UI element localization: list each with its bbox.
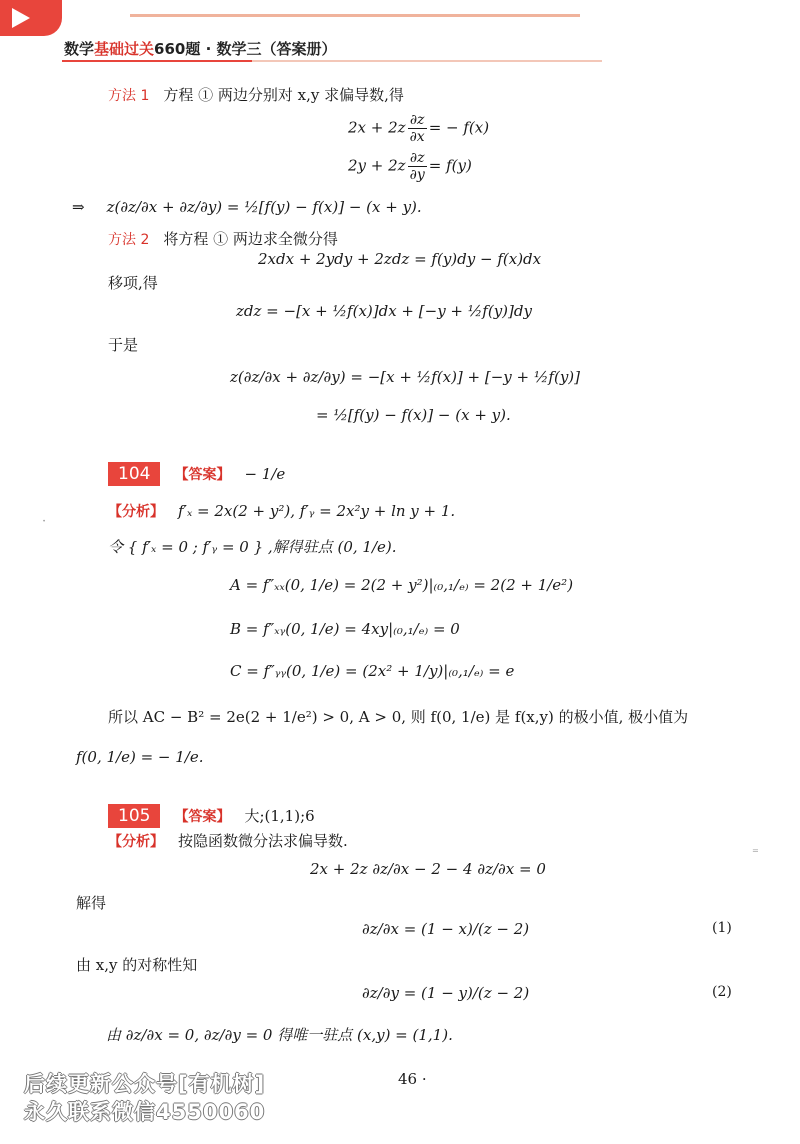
eq6: z(∂z/∂x + ∂z/∂y) = −[x + ½f(x)] + [−y + ½f(y)]: [230, 368, 581, 386]
q105-analysis: [108, 830, 348, 853]
q104-C: C = f″ᵧᵧ(0, 1/e) = (2x² + 1/y)|₍₀,₁/ₑ₎ = e: [230, 662, 515, 680]
page-number: 46 ·: [398, 1070, 427, 1088]
top-rule: [130, 14, 580, 17]
q104-analysis: [108, 500, 455, 523]
header-highlight: 基础过关: [94, 40, 155, 58]
page-header: 数学基础过关660题 · 数学三（答案册）: [64, 40, 337, 58]
method2-label: 方法 2: [108, 232, 150, 248]
q105-final: 由 ∂z/∂x = 0, ∂z/∂y = 0 得唯一驻点 (x,y) = (1,1).: [106, 1026, 453, 1044]
q104-analysis-label: 【分析】: [108, 504, 164, 520]
method1-line: [108, 84, 404, 107]
eq2: 2y + 2z $\frac{\partial z}{\partial y}$ = f(y): [348, 150, 472, 183]
corner-decoration: [0, 0, 62, 36]
q105-solve-text: 解得: [76, 894, 107, 912]
q104-A: A = f″ₓₓ(0, 1/e) = 2(2 + y²)|₍₀,₁/ₑ₎ = 2(2 + 1/e²): [230, 576, 574, 594]
scan-mark: ⁼: [752, 846, 759, 861]
q104-conclusion1: 所以 AC − B² = 2e(2 + 1/e²) > 0, A > 0, 则 f(0, 1/e) 是 f(x,y) 的极小值, 极小值为: [108, 708, 689, 726]
watermark-line1: 后续更新公众号[有机树]: [24, 1072, 266, 1096]
q105-sym-text: 由 x,y 的对称性知: [76, 956, 198, 974]
q104-system: 令 { f′ₓ = 0 ; f′ᵧ = 0 } ,解得驻点 (0, 1/e).: [108, 538, 397, 556]
scan-mark-left: ·: [42, 514, 47, 529]
play-triangle-icon: [12, 8, 30, 28]
q104-answer: − 1/e: [244, 465, 286, 483]
q105-answer: 大;(1,1);6: [244, 807, 315, 825]
q104-analysis-text: f′ₓ = 2x(2 + y²), f′ᵧ = 2x²y + ln y + 1.: [178, 502, 456, 520]
q105-eq1: ∂z/∂x = (1 − x)/(z − 2): [362, 920, 530, 938]
q105-eq2: ∂z/∂y = (1 − y)/(z − 2): [362, 984, 530, 1002]
move-text: 移项,得: [108, 274, 158, 292]
q104-conclusion2: f(0, 1/e) = − 1/e.: [76, 748, 204, 766]
q105-answer-label: 【答案】: [174, 809, 231, 825]
q104-head: [108, 462, 285, 486]
header-rule: [62, 60, 252, 62]
eq4: 2xdx + 2ydy + 2zdz = f(y)dy − f(x)dx: [258, 250, 542, 268]
q104-answer-label: 【答案】: [174, 467, 231, 483]
q104-B: B = f″ₓᵧ(0, 1/e) = 4xy|₍₀,₁/ₑ₎ = 0: [230, 620, 460, 638]
q105-analysis-text: 按隐函数微分法求偏导数.: [178, 832, 348, 850]
q105-eq2-number: (2): [712, 984, 732, 1000]
method1-text: 方程 ① 两边分别对 x,y 求偏导数,得: [163, 86, 404, 104]
q105-number: 105: [108, 804, 160, 828]
so-text: 于是: [108, 336, 139, 354]
method1-label: 方法 1: [108, 88, 150, 104]
method2-text: 将方程 ① 两边求全微分得: [163, 230, 338, 248]
q105-eq1-number: (1): [712, 920, 732, 936]
watermark-line2: 永久联系微信4550060: [24, 1100, 266, 1124]
q105-eq-a: 2x + 2z ∂z/∂x − 2 − 4 ∂z/∂x = 0: [310, 860, 546, 878]
q104-number: 104: [108, 462, 160, 486]
q105-head: [108, 804, 315, 828]
eq3: ⇒ z(∂z/∂x + ∂z/∂y) = ½[f(y) − f(x)] − (x + y).: [72, 198, 422, 216]
eq1: 2x + 2z $\frac{\partial z}{\partial x}$ = − f(x): [348, 112, 490, 145]
eq5: zdz = −[x + ½f(x)]dx + [−y + ½f(y)]dy: [236, 302, 532, 320]
eq7: = ½[f(y) − f(x)] − (x + y).: [316, 406, 511, 424]
q105-analysis-label: 【分析】: [108, 834, 164, 850]
header-rule-light: [252, 60, 602, 62]
